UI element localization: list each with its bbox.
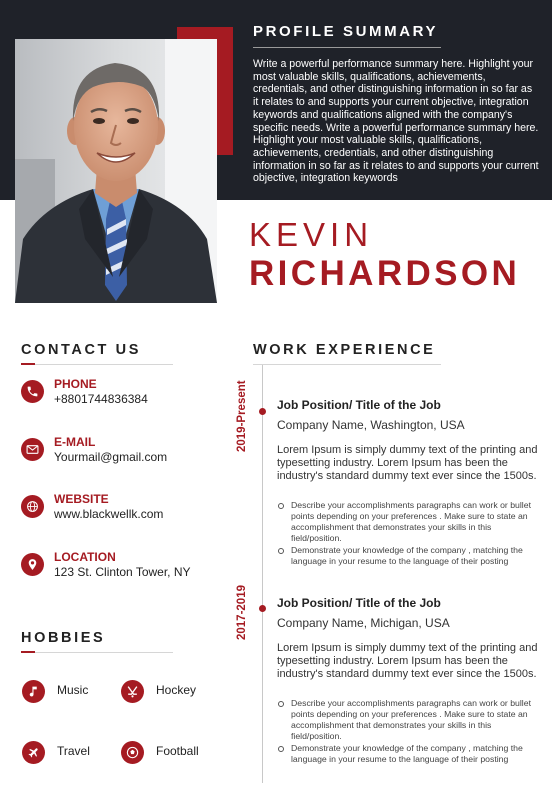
job-company: Company Name, Michigan, USA (277, 616, 450, 630)
job-title: Job Position/ Title of the Job (277, 398, 441, 412)
job-period: 2017-2019 (236, 585, 248, 640)
first-name: KEVIN (249, 216, 374, 253)
phone-label: PHONE (54, 377, 97, 391)
job-company: Company Name, Washington, USA (277, 418, 465, 432)
airplane-icon (22, 741, 45, 764)
profile-summary-text: Write a powerful performance summary here. Highlight your most valuable skills, qualifications, achievements, credentials, and other distinguishing information in so far as it relates to and supports your current objective, integration keywords and qualifications aligned with the company's specific needs. Write a powerful performance summary here. Highlight your most valuable skills, qualifications, achievements, credentials, and other distinguishing information in so far as it relates to and supports your current objective, integration keywords (253, 58, 539, 185)
job-bullet (277, 500, 539, 544)
profile-photo (15, 39, 217, 303)
job-bullet (277, 698, 539, 742)
timeline-dot (259, 605, 266, 612)
website-label: WEBSITE (54, 492, 109, 506)
timeline-dot (259, 408, 266, 415)
phone-icon (21, 380, 44, 403)
hobbies-section-title: HOBBIES (21, 630, 106, 646)
work-divider (253, 364, 441, 365)
music-note-icon (22, 680, 45, 703)
contact-divider-accent (21, 363, 35, 365)
website-value: www.blackwellk.com (54, 507, 164, 521)
hobby-label: Football (156, 744, 199, 758)
mail-icon (21, 438, 44, 461)
profile-summary-title: PROFILE SUMMARY (253, 23, 439, 40)
location-label: LOCATION (54, 550, 116, 564)
hobby-label: Hockey (156, 683, 197, 697)
email-label: E-MAIL (54, 435, 96, 449)
bullet-circle-icon (278, 548, 284, 554)
timeline-line (262, 365, 263, 783)
job-bullet (277, 545, 539, 567)
work-section-title: WORK EXPERIENCE (253, 342, 436, 358)
last-name: RICHARDSON (249, 254, 521, 293)
location-value: 123 St. Clinton Tower, NY (54, 565, 191, 579)
football-icon (121, 741, 144, 764)
bullet-text: Demonstrate your knowledge of the company , matching the language in your resume to the language of their posting (291, 545, 523, 566)
hockey-sticks-icon (121, 680, 144, 703)
job-entry (277, 596, 539, 766)
job-period: 2019-Present (236, 380, 248, 452)
hobby-label: Music (57, 683, 89, 697)
job-bullets (277, 500, 539, 567)
contact-section-title: CONTACT US (21, 342, 141, 358)
profile-divider (253, 47, 441, 48)
job-description: Lorem Ipsum is simply dummy text of the printing and typesetting industry. Lorem Ipsum has been the industry's standard dummy text ever since the 1500s. (277, 642, 538, 680)
job-entry (277, 398, 539, 568)
bullet-circle-icon (278, 701, 284, 707)
bullet-text: Describe your accomplishments paragraphs can work or bullet points depending on your preferences . Make sure to state an accomplishment that demonstrates your skills in this field/position. (291, 500, 531, 543)
location-pin-icon (21, 553, 44, 576)
bullet-text: Describe your accomplishments paragraphs can work or bullet points depending on your preferences . Make sure to state an accomplishment that demonstrates your skills in this field/position. (291, 698, 531, 741)
job-bullet (277, 743, 539, 765)
globe-icon (21, 495, 44, 518)
hobbies-divider (21, 652, 173, 653)
phone-value: +8801744836384 (54, 392, 148, 406)
contact-divider (21, 364, 173, 365)
bullet-text: Demonstrate your knowledge of the company , matching the language in your resume to the language of their posting (291, 743, 523, 764)
job-bullets (277, 698, 539, 765)
bullet-circle-icon (278, 503, 284, 509)
hobbies-divider-accent (21, 651, 35, 653)
email-value: Yourmail@gmail.com (54, 450, 168, 464)
job-title: Job Position/ Title of the Job (277, 596, 441, 610)
job-description: Lorem Ipsum is simply dummy text of the printing and typesetting industry. Lorem Ipsum has been the industry's standard dummy text ever since the 1500s. (277, 444, 538, 482)
hobby-label: Travel (57, 744, 90, 758)
bullet-circle-icon (278, 746, 284, 752)
